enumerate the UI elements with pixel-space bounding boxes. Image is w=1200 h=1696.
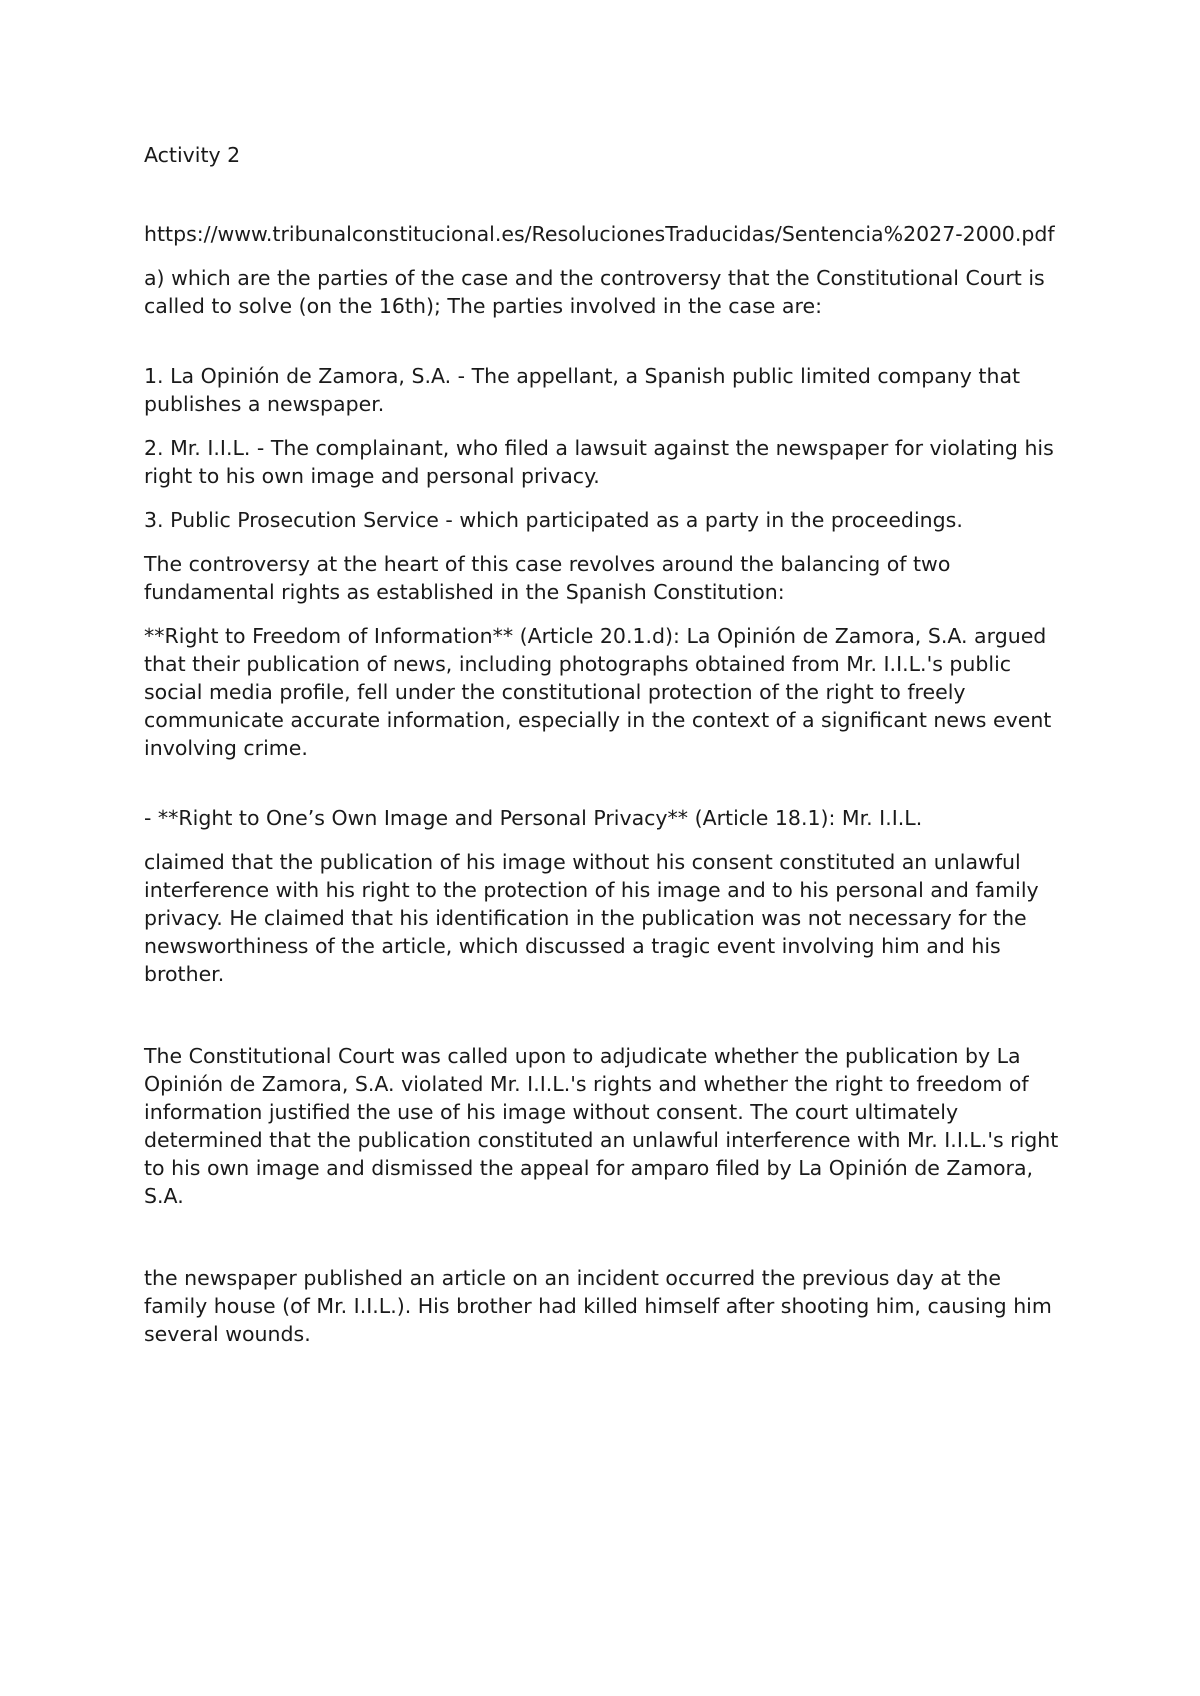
- document-body: [144, 141, 1064, 1364]
- question-a: a) which are the parties of the case and the controversy that the Constitutional Court is called to solve (on the 16th); The parties involved in the case are:: [144, 266, 1045, 318]
- source-url: https://www.tribunalconstitucional.es/ResolucionesTraducidas/Sentencia%2027-2000.pdf: [144, 222, 1055, 246]
- party-3: 3. Public Prosecution Service - which participated as a party in the proceedings.: [144, 508, 963, 532]
- court-decision-paragraph: The Constitutional Court was called upon to adjudicate whether the publication by La Opinión de Zamora, S.A. violated Mr. I.I.L.'s rights and whether the right to freedom of information justified the use of his image without consent. The court ultimately determined that the publication constituted an unlawful interference with Mr. I.I.L.'s right to his own image and dismissed the appeal for amparo filed by La Opinión de Zamora, S.A.: [144, 1044, 1059, 1208]
- facts-paragraph: the newspaper published an article on an incident occurred the previous day at the family house (of Mr. I.I.L.). His brother had killed himself after shooting him, causing him several wounds.: [144, 1266, 1052, 1346]
- document-title: Activity 2: [144, 143, 241, 167]
- party-1: 1. La Opinión de Zamora, S.A. - The appellant, a Spanish public limited company that publishes a newspaper.: [144, 364, 1021, 416]
- right-image-heading: - **Right to One’s Own Image and Personal Privacy** (Article 18.1): Mr. I.I.L.: [144, 806, 923, 830]
- party-2: 2. Mr. I.I.L. - The complainant, who filed a lawsuit against the newspaper for violating his right to his own image and personal privacy.: [144, 436, 1054, 488]
- right-information-paragraph: **Right to Freedom of Information** (Article 20.1.d): La Opinión de Zamora, S.A. argued that their publication of news, including photographs obtained from Mr. I.I.L.'s public social media profile, fell under the constitutional protection of the right to freely communicate accurate information, especially in the context of a significant news event involving crime.: [144, 624, 1052, 760]
- right-image-paragraph: claimed that the publication of his image without his consent constituted an unlawful interference with his right to the protection of his image and to his personal and family privacy. He claimed that his identification in the publication was not necessary for the newsworthiness of the article, which discussed a tragic event involving him and his brother.: [144, 850, 1039, 986]
- controversy-intro: The controversy at the heart of this case revolves around the balancing of two fundamental rights as established in the Spanish Constitution:: [144, 552, 951, 604]
